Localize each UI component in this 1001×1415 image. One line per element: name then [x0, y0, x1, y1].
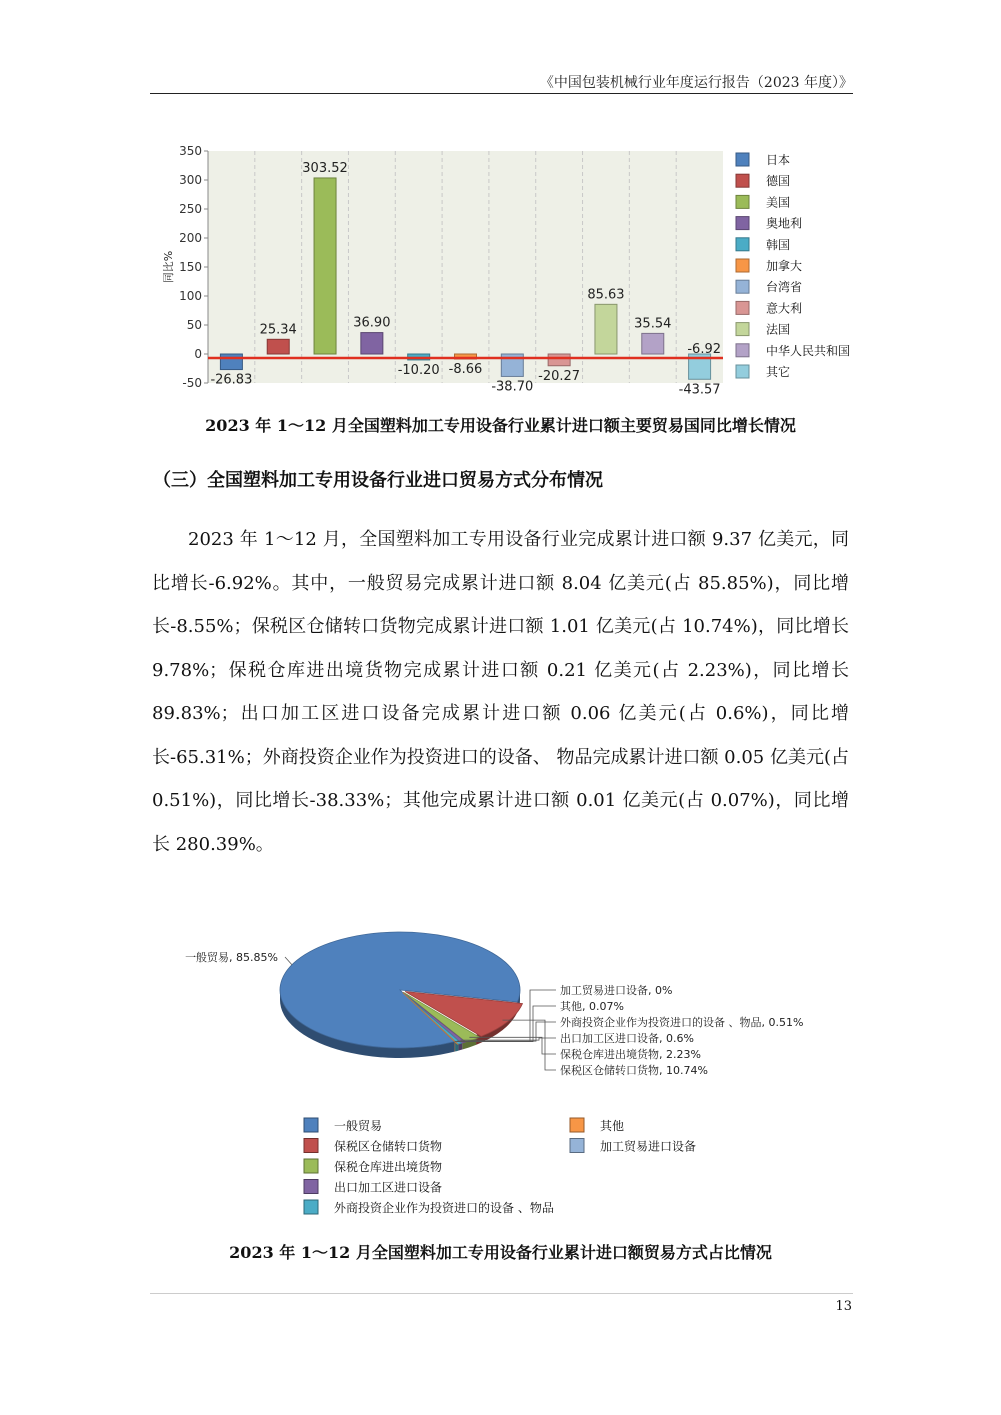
- legend-swatch: [736, 301, 749, 314]
- running-header: 《中国包装机械行业年度运行报告（2023 年度）》: [539, 75, 853, 91]
- y-tick-label: 250: [179, 202, 202, 216]
- y-tick-label: -50: [182, 376, 202, 390]
- legend-label: 美国: [766, 195, 791, 210]
- bar: [267, 339, 289, 354]
- legend-label: 其他: [600, 1119, 625, 1133]
- legend-label: 意大利: [766, 301, 803, 316]
- legend-swatch: [304, 1139, 318, 1153]
- section-heading: （三）全国塑料加工专用设备行业进口贸易方式分布情况: [153, 470, 603, 491]
- leader-line: [285, 957, 292, 965]
- bar-value-label: -26.83: [210, 372, 253, 388]
- legend-swatch: [570, 1139, 584, 1153]
- legend-label: 出口加工区进口设备: [334, 1180, 443, 1195]
- legend-label: 加拿大: [766, 259, 803, 273]
- legend-label: 外商投资企业作为投资进口的设备 、物品: [334, 1201, 554, 1215]
- body-paragraph-block: [152, 518, 849, 866]
- legend-label: 保税区仓储转口货物: [334, 1139, 443, 1154]
- bar-value-label: -20.27: [538, 368, 581, 384]
- bar: [314, 178, 336, 354]
- slice-label: 保税仓库进出境货物, 2.23%: [560, 1048, 701, 1061]
- y-axis-label: 同比%: [162, 250, 175, 284]
- y-tick-label: 300: [179, 173, 202, 187]
- bar-chart-container: [150, 140, 870, 410]
- bar: [361, 333, 383, 354]
- legend-label: 一般贸易: [334, 1119, 383, 1133]
- legend-label: 德国: [766, 174, 791, 189]
- legend-label: 加工贸易进口设备: [600, 1139, 697, 1154]
- bar: [548, 354, 570, 366]
- bar: [642, 333, 664, 354]
- bar: [220, 354, 242, 370]
- leader-line: [503, 1020, 556, 1070]
- legend-swatch: [304, 1180, 318, 1194]
- y-tick-label: 50: [186, 318, 202, 332]
- pie-chart-container: [150, 920, 870, 1220]
- y-tick-label: 150: [179, 260, 202, 274]
- bar-value-label: -8.66: [448, 362, 483, 378]
- bar-value-label: -38.70: [491, 379, 534, 395]
- pie-chart-caption: 2023 年 1～12 月全国塑料加工专用设备行业累计进口额贸易方式占比情况: [229, 1243, 772, 1262]
- legend-swatch: [736, 238, 749, 251]
- legend-swatch: [736, 365, 749, 378]
- legend-swatch: [736, 344, 749, 357]
- legend-swatch: [304, 1118, 318, 1132]
- slice-label: 加工贸易进口设备, 0%: [560, 984, 673, 997]
- y-tick-label: 200: [179, 231, 202, 245]
- slice-label: 外商投资企业作为投资进口的设备 、物品, 0.51%: [560, 1016, 804, 1029]
- bar-chart-caption: 2023 年 1～12 月全国塑料加工专用设备行业累计进口额主要贸易国同比增长情况: [205, 416, 796, 435]
- y-tick-label: 350: [179, 144, 202, 158]
- legend-swatch: [736, 153, 749, 166]
- legend-label: 法国: [766, 322, 791, 337]
- bar-value-label: 35.54: [634, 316, 672, 332]
- y-tick-label: 0: [194, 347, 202, 361]
- legend-label: 日本: [766, 153, 791, 167]
- bar-chart: [150, 140, 870, 410]
- bar: [595, 304, 617, 354]
- pie-chart: [150, 920, 870, 1220]
- footer-divider: [150, 1293, 853, 1294]
- legend-label: 韩国: [766, 237, 791, 252]
- legend-label: 其它: [766, 365, 791, 379]
- header-divider: [150, 93, 853, 94]
- slice-label: 其他, 0.07%: [560, 1000, 624, 1013]
- bar-value-label: 36.90: [353, 315, 391, 331]
- legend-label: 奥地利: [766, 216, 803, 231]
- bar-value-label: -43.57: [678, 382, 721, 398]
- bar-value-label: 85.63: [587, 287, 625, 303]
- legend-swatch: [736, 195, 749, 208]
- page-number: 13: [835, 1299, 852, 1314]
- reference-line-label: -6.92: [687, 342, 721, 358]
- legend-swatch: [304, 1159, 318, 1173]
- bar-value-label: 303.52: [302, 160, 348, 176]
- legend-label: 台湾省: [766, 280, 803, 295]
- body-paragraph: 2023 年 1～12 月，全国塑料加工专用设备行业完成累计进口额 9.37 亿美元，同比增长-6.92%。其中，一般贸易完成累计进口额 8.04 亿美元(占 85.85%)，同比增长-8.55%；保税区仓储转口货物完成累计进口额 1.01 亿美元(占 10.74%)，同比增长 9.78%；保税仓库进出境货物完成累计进口额 0.21 亿美元(占 2.23%)，同比增长 89.83%；出口加工区进口设备完成累计进口额 0.06 亿美元(占 0.6%)，同比增长-65.31%；外商投资企业作为投资进口的设备、 物品完成累计进口额 0.05 亿美元(占 0.51%)，同比增长-38.33%；其他完成累计进口额 0.01 亿美元(占 0.07%)，同比增长 280.39%。: [152, 529, 849, 855]
- legend-swatch: [736, 280, 749, 293]
- slice-label: 出口加工区进口设备, 0.6%: [560, 1032, 694, 1045]
- y-tick-label: 100: [179, 289, 202, 303]
- legend-swatch: [736, 323, 749, 336]
- legend-swatch: [570, 1118, 584, 1132]
- legend-label: 保税仓库进出境货物: [334, 1160, 443, 1174]
- legend-swatch: [736, 259, 749, 272]
- slice-label: 保税区仓储转口货物, 10.74%: [560, 1064, 708, 1077]
- legend-swatch: [304, 1200, 318, 1214]
- legend-swatch: [736, 217, 749, 230]
- legend-label: 中华人民共和国: [766, 343, 851, 358]
- legend-swatch: [736, 174, 749, 187]
- bar-value-label: -10.20: [397, 362, 440, 378]
- bar-value-label: 25.34: [259, 322, 297, 338]
- slice-label: 一般贸易, 85.85%: [185, 951, 278, 964]
